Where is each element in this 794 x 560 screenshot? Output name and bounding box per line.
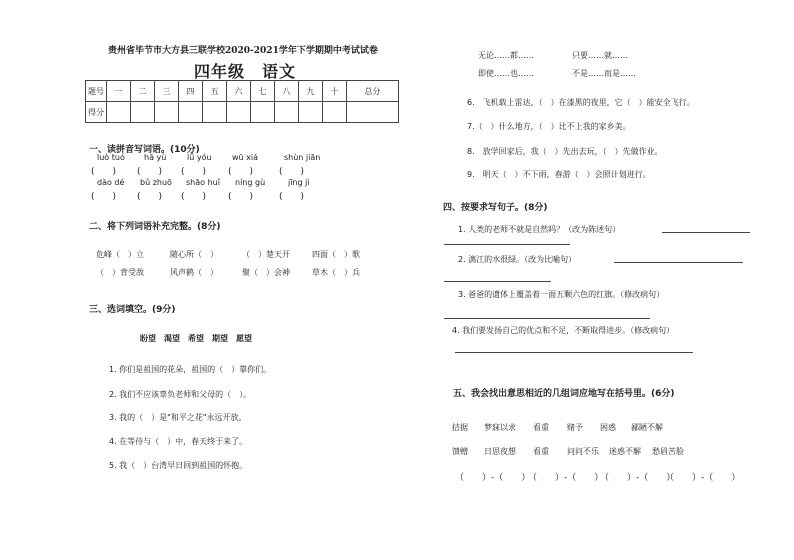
fill-item-7: 7.（ ）什么地方，（ ）比不上我的家乡美。: [467, 122, 631, 131]
score-col-10: 十: [323, 81, 347, 102]
score-cell[interactable]: [323, 102, 347, 123]
fill-item-8: 8. 放学回家后，我（ ）先出去玩，（ ）先做作业。: [467, 147, 663, 156]
fill-item-1: 1. 你们是祖国的花朵，祖国的（ ）靠你们。: [109, 365, 272, 374]
pinyin-5: shùn jiān: [284, 153, 321, 162]
synonym-word: 看重: [533, 423, 549, 432]
answer-box[interactable]: ( ): [137, 192, 163, 202]
answer-line[interactable]: [444, 244, 570, 245]
fill-item-6: 6. 飞机载上雷达，（ ）在漆黑的夜里，它（ ）能安全飞行。: [467, 98, 695, 107]
synonym-answer-pair[interactable]: （ ）-（ ）: [600, 473, 676, 483]
pinyin-2: hā yù: [144, 153, 167, 162]
section1-heading: 一、读拼音写词语。(10分): [89, 145, 200, 155]
idiom-7: 聚（ ）会神: [242, 268, 290, 277]
conj-1: 无论……都……: [478, 51, 534, 60]
answer-box[interactable]: ( ): [228, 192, 254, 202]
synonym-word: 拮据: [452, 423, 468, 432]
synonym-word: 梦寐以求: [484, 423, 516, 432]
conj-2: 只要……就……: [572, 51, 628, 60]
score-cell[interactable]: [131, 102, 155, 123]
score-cell[interactable]: [275, 102, 299, 123]
pinyin-10: jīng jì: [288, 178, 310, 187]
section5-heading: 五、我会找出意思相近的几组词应地写在括号里。(6分): [453, 389, 675, 399]
pinyin-1: luò tuó: [97, 153, 125, 162]
fill-item-3: 3. 我的（ ）是"和平之花"永远开放。: [109, 413, 247, 422]
conj-4: 不是……而是……: [572, 69, 636, 78]
answer-line[interactable]: [614, 262, 743, 263]
grade-subject: 四年级 语文: [194, 62, 297, 81]
idiom-6: 风声鹤（ ）: [170, 268, 218, 277]
score-row-label-number: 题号: [86, 81, 107, 102]
fill-item-4: 4. 在等待与（ ）中，春天终于来了。: [109, 437, 248, 446]
rewrite-item-1: 1. 人类的老师不就是自然吗？（改为陈述句）: [458, 225, 621, 234]
score-col-9: 九: [299, 81, 323, 102]
synonym-word: 赌予: [567, 423, 583, 432]
pinyin-3: lǚ yóu: [187, 153, 212, 162]
score-col-8: 八: [275, 81, 299, 102]
word-bank: 盼望 渴望 希望 期望 愿望: [140, 334, 252, 343]
idiom-4: 四面（ ）歌: [312, 250, 360, 259]
pinyin-4: wū xiá: [232, 153, 259, 162]
score-col-6: 六: [227, 81, 251, 102]
school-title: 贵州省毕节市大方县三联学校2020-2021学年下学期期中考试试卷: [108, 46, 378, 56]
score-table: [85, 80, 399, 123]
synonym-word: 迷惑不解: [609, 447, 641, 456]
pinyin-9: níng gù: [235, 178, 266, 187]
score-col-5: 五: [203, 81, 227, 102]
score-cell[interactable]: [179, 102, 203, 123]
pinyin-6: dào dé: [97, 178, 125, 187]
answer-line[interactable]: [444, 318, 650, 319]
synonym-word: 愁眉苦脸: [652, 447, 684, 456]
answer-line[interactable]: [662, 232, 750, 233]
synonym-word: 看重: [533, 447, 549, 456]
score-cell[interactable]: [155, 102, 179, 123]
fill-item-9: 9. 明天（ ）不下雨，春游（ ）会照计划进行。: [467, 170, 651, 179]
fill-item-2: 2. 我们不应该辜负老师和父母的（ ）。: [109, 390, 252, 399]
score-cell[interactable]: [299, 102, 323, 123]
rewrite-item-4: 4. 我们要发扬自己的优点和不足，不断取得进步。（修改病句）: [452, 326, 675, 335]
conj-3: 即使……也……: [478, 69, 534, 78]
idiom-2: 随心所（ ）: [170, 250, 218, 259]
score-cell[interactable]: [203, 102, 227, 123]
pinyin-7: bǔ zhuō: [140, 178, 172, 187]
score-cell[interactable]: [251, 102, 275, 123]
answer-box[interactable]: ( ): [91, 167, 117, 177]
answer-box[interactable]: ( ): [137, 167, 163, 177]
answer-box[interactable]: ( ): [181, 192, 207, 202]
synonym-answer-pair[interactable]: （ ）-（ ）: [665, 473, 741, 483]
idiom-5: （ ）背受敌: [96, 268, 144, 277]
synonym-word: 困惑: [600, 423, 616, 432]
synonym-answer-pair[interactable]: （ ）-（ ）: [528, 473, 604, 483]
idiom-3: （ ）楚天开: [242, 250, 290, 259]
score-col-1: 一: [107, 81, 131, 102]
score-col-4: 四: [179, 81, 203, 102]
answer-line[interactable]: [455, 352, 693, 353]
synonym-answer-pair[interactable]: （ ）-（ ）: [455, 473, 531, 483]
synonym-word: 鄙陋不解: [631, 423, 663, 432]
answer-box[interactable]: ( ): [91, 192, 117, 202]
synonym-word: 问问不乐: [567, 447, 599, 456]
score-row-label-score: 得分: [86, 102, 107, 123]
answer-box[interactable]: ( ): [228, 167, 254, 177]
idiom-8: 草木（ ）兵: [312, 268, 360, 277]
synonym-word: 馈赠: [452, 447, 468, 456]
score-col-2: 二: [131, 81, 155, 102]
section2-heading: 二、将下列词语补充完整。(8分): [89, 222, 221, 232]
answer-line[interactable]: [444, 281, 551, 282]
fill-item-5: 5. 我（ ）台湾早日回到祖国的怀抱。: [109, 461, 248, 470]
section3-heading: 三、选词填空。(9分): [89, 305, 176, 315]
score-cell[interactable]: [107, 102, 131, 123]
score-cell[interactable]: [227, 102, 251, 123]
answer-box[interactable]: ( ): [279, 167, 305, 177]
score-cell-total[interactable]: [347, 102, 399, 123]
score-col-3: 三: [155, 81, 179, 102]
synonym-word: 日思夜想: [484, 447, 516, 456]
answer-box[interactable]: ( ): [279, 192, 305, 202]
rewrite-item-3: 3. 爸爸的遗体上覆盖着一面五颗六色的红旗。（修改病句）: [458, 290, 665, 299]
section4-heading: 四、按要求写句子。(8分): [443, 203, 548, 213]
answer-box[interactable]: ( ): [181, 167, 207, 177]
idiom-1: 危峰（ ）立: [96, 250, 144, 259]
score-col-total: 总分: [347, 81, 399, 102]
score-col-7: 七: [251, 81, 275, 102]
pinyin-8: shāo huǐ: [186, 178, 220, 187]
rewrite-item-2: 2. 漓江的水很绿。（改为比喻句）: [458, 255, 577, 264]
